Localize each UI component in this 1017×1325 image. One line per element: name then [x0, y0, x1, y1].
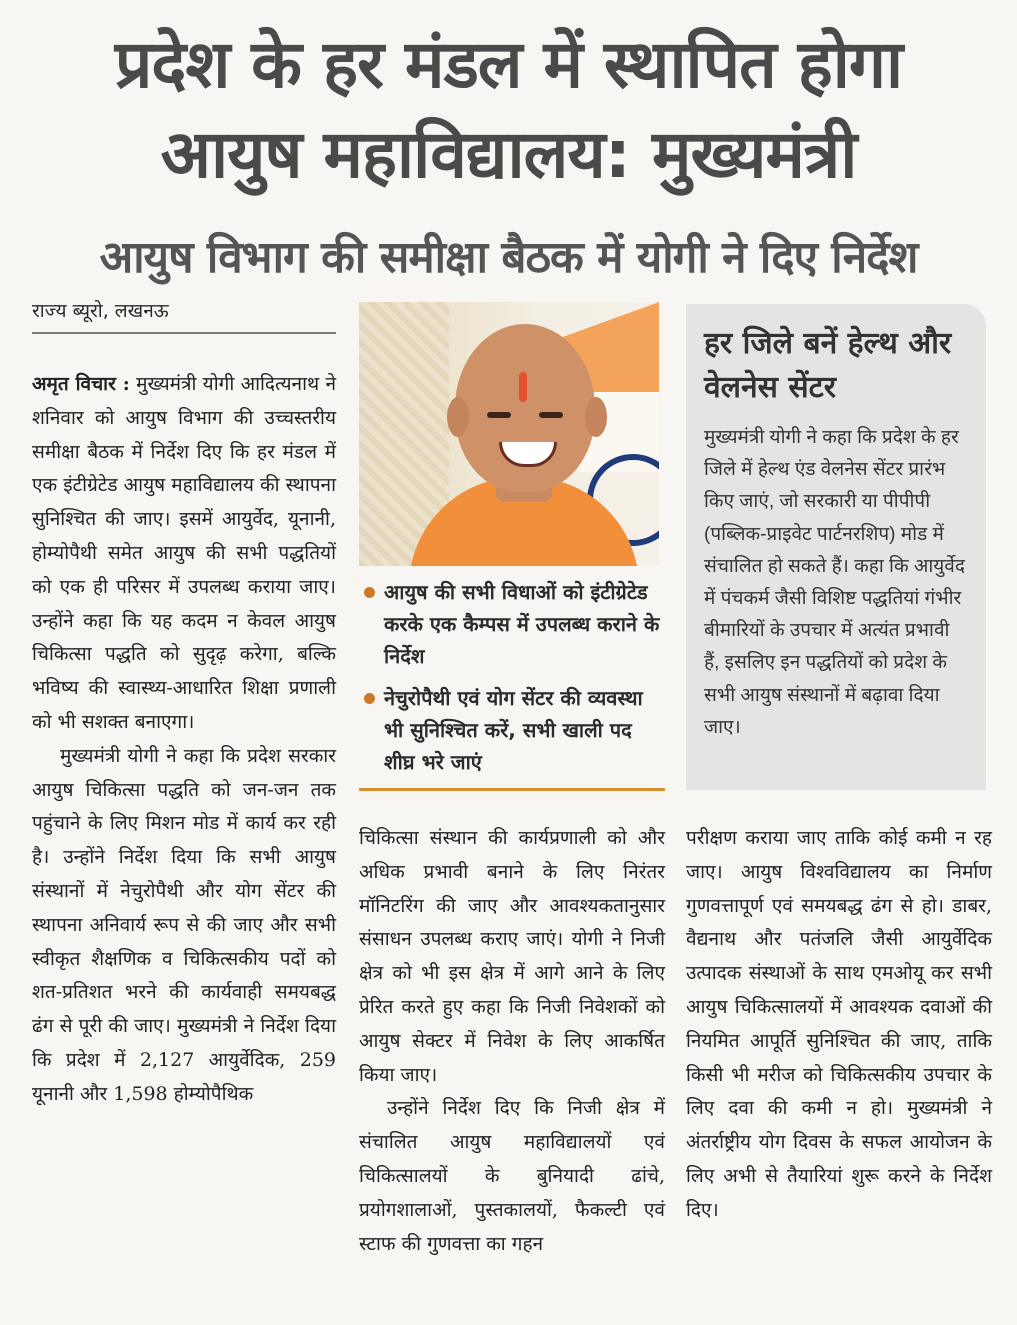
bullet-icon: [364, 587, 375, 598]
highlights-list: [362, 576, 662, 788]
chief-minister-photo: [359, 302, 659, 566]
highlight-item: आयुष की सभी विधाओं को इंटीग्रेटेड करके एक कैम्पस में उपलब्ध कराने के निर्देश: [362, 576, 662, 672]
dateline: अमृत विचार :: [32, 373, 130, 395]
paragraph-1-text: मुख्यमंत्री योगी आदित्यनाथ ने शनिवार को आयुष विभाग की उच्चस्तरीय समीक्षा बैठक में निर्देश दिए कि हर मंडल में एक इंटीग्रेटेड आयुष महाविद्यालय की स्थापना सुनिश्चित की जाए। इसमें आयुर्वेद, यूनानी, होम्योपैथी समेत आयुष की सभी पद्धतियों को एक ही परिसर में उपलब्ध कराया जाए। उन्होंने कहा कि यह कदम न केवल आयुष चिकित्सा पद्धति को सुदृढ़ करेगा, बल्कि भविष्य की स्वास्थ्य-आधारित शिक्षा प्रणाली को भी सशक्त बनाएगा।: [32, 373, 336, 733]
headline-line-2: आयुष महाविद्यालय: मुख्यमंत्री: [160, 116, 857, 193]
subheadline: आयुष विभाग की समीक्षा बैठक में योगी ने दिए निर्देश: [99, 232, 918, 283]
paragraph-4: उन्होंने निर्देश दिए कि निजी क्षेत्र में संचालित आयुष महाविद्यालयों एवं चिकित्सालयों के बुनियादी ढांचे, प्रयोगशालाओं, पुस्तकालयों, फैकल्टी एवं स्टाफ की गुणवत्ता का गहन: [359, 1097, 665, 1255]
headline-line-1: प्रदेश के हर मंडल में स्थापित होगा: [114, 26, 903, 103]
article-column-3: [686, 822, 992, 1228]
byline: राज्य ब्यूरो, लखनऊ: [32, 296, 336, 334]
sidebar-text: मुख्यमंत्री योगी ने कहा कि प्रदेश के हर जिले में हेल्थ एंड वेलनेस सेंटर प्रारंभ किए जाएं, जो सरकारी या पीपीपी (पब्लिक-प्राइवेट पार्टनरशिप) मोड में संचालित हो सकते हैं। कहा कि आयुर्वेद में पंचकर्म जैसी विशिष्ट पद्धतियां गंभीर बीमारियों के उपचार में अत्यंत प्रभावी हैं, इसलिए इन पद्धतियों को प्रदेश के सभी आयुष संस्थानों में बढ़ावा दिया जाए।: [704, 427, 965, 738]
paragraph-5: परीक्षण कराया जाए ताकि कोई कमी न रह जाए। आयुष विश्वविद्यालय का निर्माण गुणवत्तापूर्ण एवं समयबद्ध ढंग से हो। डाबर, वैद्यनाथ और पतंजलि जैसी आयुर्वेदिक उत्पादक संस्थाओं के साथ एमओयू कर सभी आयुष चिकित्सालयों में आवश्यक दवाओं की नियमित आपूर्ति सुनिश्चित की जाए, ताकि किसी भी मरीज को चिकित्सकीय उपचार के लिए दवा की कमी न हो। मुख्यमंत्री ने अंतर्राष्ट्रीय योग दिवस के सफल आयोजन के लिए अभी से तैयारियां शुरू करने के निर्देश दिए।: [686, 827, 992, 1221]
paragraph-2: मुख्यमंत्री योगी ने कहा कि प्रदेश सरकार आयुष चिकित्सा पद्धति को जन-जन तक पहुंचाने के लिए मिशन मोड में कार्य कर रही है। उन्होंने निर्देश दिया कि सभी आयुष संस्थानों में नेचुरोपैथी और योग सेंटर की स्थापना अनिवार्य रूप से की जाए और सभी स्वीकृत शैक्षणिक व चिकित्सकीय पदों को शत-प्रतिशत भरने की कार्यवाही समयबद्ध ढंग से पूरी की जाए। मुख्यमंत्री ने निर्देश दिया कि प्रदेश में 2,127 आयुर्वेदिक, 259 यूनानी और 1,598 होम्योपैथिक: [32, 744, 336, 1105]
paragraph-3: चिकित्सा संस्थान की कार्यप्रणाली को और अधिक प्रभावी बनाने के लिए निरंतर मॉनिटरिंग की जाए और आवश्यकतानुसार संसाधन उपलब्ध कराए जाएं। योगी ने निजी क्षेत्र को भी इस क्षेत्र में आगे आने के लिए प्रेरित करते हुए कहा कि निजी निवेशकों को आयुष सेक्टर में निवेश के लिए आकर्षित किया जाए।: [359, 827, 665, 1086]
sidebar-title: हर जिले बनें हेल्थ और वेलनेस सेंटर: [704, 326, 952, 405]
sidebar-box: [686, 304, 986, 790]
article-column-2: [359, 822, 665, 1261]
highlight-item: नेचुरोपैथी एवं योग सेंटर की व्यवस्था भी सुनिश्चित करें, सभी खाली पद शीघ्र भरे जाएं: [362, 682, 662, 778]
divider: [359, 788, 665, 791]
bullet-icon: [364, 693, 375, 704]
article-column-1: [32, 368, 336, 1112]
paragraph-1: [32, 368, 336, 740]
